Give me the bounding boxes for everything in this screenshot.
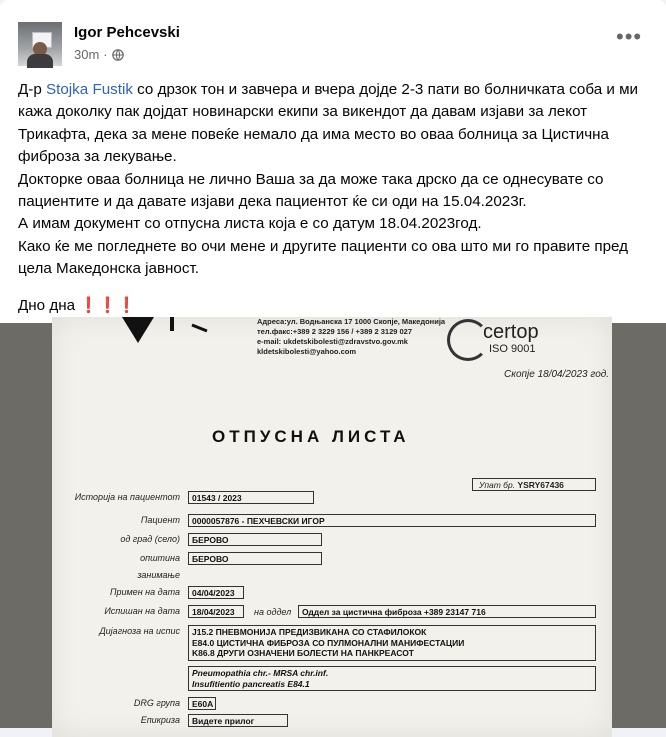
row-label: DRG група (133, 698, 180, 708)
globe-icon[interactable] (112, 49, 124, 61)
document-date: Скопје 18/04/2023 год. (504, 369, 610, 380)
row-value: 04/04/2023 (188, 586, 244, 599)
row-label: Пациент (140, 515, 180, 525)
post-paragraph: А имам документ со отпусна листа која е со датум 18.04.2023год. (18, 215, 482, 233)
department-value: Оддел за цистична фиброза +389 23147 716 (298, 605, 596, 618)
author-avatar[interactable] (18, 22, 62, 66)
post-photo[interactable] (0, 317, 666, 728)
row-value: E60A (188, 697, 216, 710)
row-label: занимање (137, 570, 180, 580)
post-time[interactable]: 30m (74, 47, 100, 62)
department-label: на оддел (254, 607, 292, 617)
row-value: 01543 / 2023 (188, 491, 314, 504)
author-name[interactable]: Igor Pehcevski (74, 24, 180, 41)
post-paragraph: Како ќе ме погледнете во очи мене и другите пациенти со ова што ми го правите пред цела Македонска јавност. (18, 237, 629, 278)
post-closing: Дно дна ❗❗❗ (18, 296, 137, 314)
row-label: Епикриза (140, 715, 180, 725)
meta-separator: · (103, 47, 108, 62)
post-header (18, 22, 648, 68)
post-body (18, 79, 648, 317)
row-label: Историја на пациентот (74, 492, 180, 502)
row-label: Дијагноза на испис (99, 626, 180, 636)
exclamation-icon: ❗❗❗ (79, 296, 137, 314)
post-paragraph: Докторке оваа болница не лично Ваша за да може така дрско да се однесувате со пациентите и да давате изјави дека пациентот ќе си оди на 15.04.2023г. (18, 170, 604, 211)
post-meta (74, 47, 124, 62)
document-title: ОТПУСНА ЛИСТА (212, 427, 410, 446)
certop-logo: certop ISO 9001 (447, 317, 597, 361)
mention-link[interactable]: Stojka Fustik (46, 81, 133, 98)
row-label: Примен на дата (109, 587, 180, 597)
row-value: 0000057876 - ПЕХЧЕВСКИ ИГОР (188, 514, 596, 527)
diagnosis-box: J15.2 ПНЕВМОНИЈА ПРЕДИЗВИКАНА СО СТАФИЛОКОК E84.0 ЦИСТИЧНА ФИБРОЗА СО ПУЛМОНАЛНИ МАНИФЕСТАЦИИ K86.8 ДРУГИ ОЗНАЧЕНИ БОЛЕСТИ НА ПАНКРЕАСОТ (188, 625, 596, 661)
clinic-logo (112, 317, 232, 355)
more-options-icon[interactable]: ••• (616, 24, 643, 49)
row-label: Испишан на дата (104, 606, 180, 616)
post-paragraph: Д-р Stojka Fustik со дрзок тон и завчера и вчера дојде 2-3 пати во болничката соба и ми кажа доколку пак дојдат новинарски екипи за викендот да давам изјави за лекот Трикафта, дека за мене повеќе немало да има место во оваа болница за Цистична фиброза за лекување. (18, 81, 639, 166)
discharge-document (52, 317, 612, 737)
row-value: БЕРОВО (188, 552, 322, 565)
row-value: Видете прилог (188, 714, 288, 727)
row-label: од град (село) (120, 534, 180, 544)
row-label: општина (140, 553, 180, 563)
clinic-address: Адреса:ул. Водњанска 17 1000 Скопје, Македонија тел.факс:+389 2 3229 156 / +389 2 3129 027 e-mail: ukdetskibolesti@zdravstvo.gov.mk kldetskibolesti@yahoo.com (257, 317, 446, 356)
row-value: 18/04/2023 (188, 605, 244, 618)
referral-number: Упат бр. YSRY67436 (472, 478, 596, 491)
secondary-diagnosis-box: Pneumopathia chr.- MRSA chr.inf. Insufitientio pancreatis E84.1 (188, 666, 596, 691)
row-value: БЕРОВО (188, 533, 322, 546)
